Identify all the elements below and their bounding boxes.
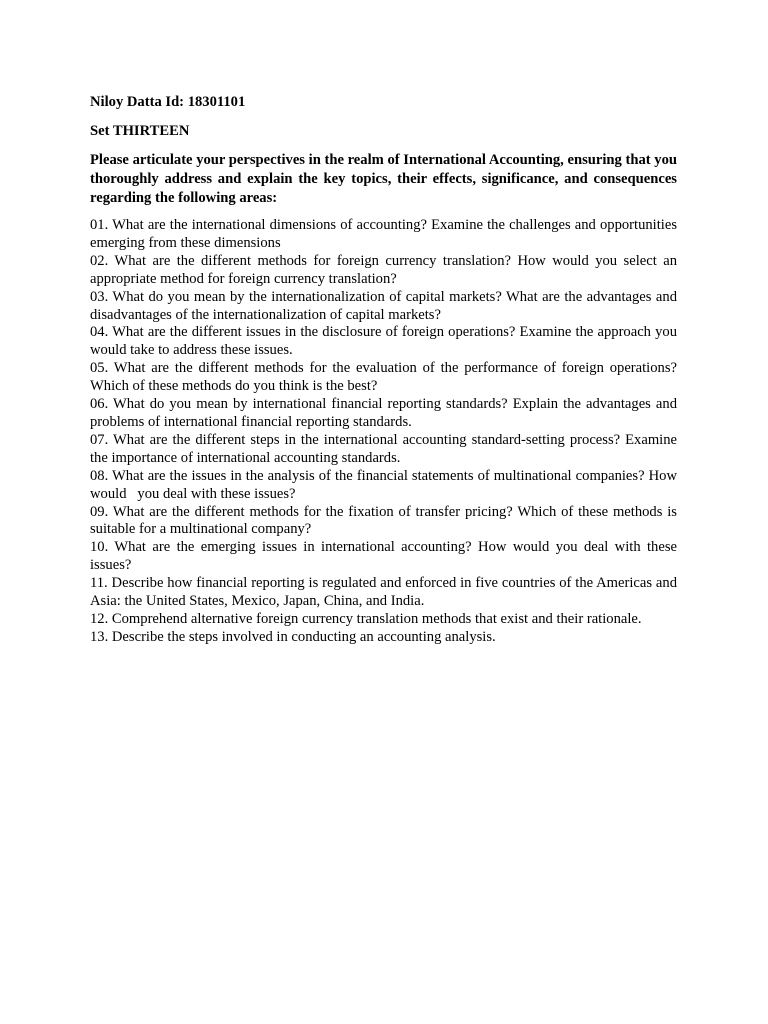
student-name-id: Niloy Datta Id: 18301101 — [90, 94, 246, 110]
set-title: Set THIRTEEN — [90, 123, 190, 139]
question-item: 05. What are the different methods for the evaluation of the performance of foreign operations? Which of these methods do you think is the best? — [90, 360, 681, 395]
question-item: 06. What do you mean by international financial reporting standards? Explain the advantages and problems of international financial reporting standards. — [90, 396, 681, 430]
question-item: 08. What are the issues in the analysis of the financial statements of multinational companies? How would you deal with these issues? — [90, 467, 681, 502]
question-item: 10. What are the emerging issues in international accounting? How would you deal with these issues? — [90, 539, 681, 574]
question-item: 12. Comprehend alternative foreign currency translation methods that exist and their rationale. — [90, 610, 642, 627]
document-body — [90, 93, 681, 647]
assignment-prompt: Please articulate your perspectives in the realm of International Accounting, ensuring that you thoroughly address and explain the key topics, their effects, significance, and consequences regarding the following areas: — [90, 152, 677, 206]
question-item: 04. What are the different issues in the disclosure of foreign operations? Examine the approach you would take to address these issues. — [90, 324, 681, 359]
question-item: 07. What are the different steps in the international accounting standard-setting process? Examine the importance of international accounting standards. — [90, 431, 681, 466]
question-item: 11. Describe how financial reporting is regulated and enforced in five countries of the Americas and Asia: the United States, Mexico, Japan, China, and India. — [90, 575, 680, 610]
question-item: 03. What do you mean by the internationalization of capital markets? What are the advantages and disadvantages of the internationalization of capital markets? — [90, 288, 681, 323]
question-list — [90, 217, 681, 647]
question-item: 13. Describe the steps involved in conducting an accounting analysis. — [90, 628, 496, 645]
question-item: 02. What are the different methods for foreign currency translation? How would you select an appropriate method for foreign currency translation? — [90, 252, 681, 287]
question-item: 09. What are the different methods for the fixation of transfer pricing? Which of these methods is suitable for a multinational company? — [90, 503, 681, 538]
question-item: 01. What are the international dimensions of accounting? Examine the challenges and opportunities emerging from these dimensions — [90, 217, 681, 251]
